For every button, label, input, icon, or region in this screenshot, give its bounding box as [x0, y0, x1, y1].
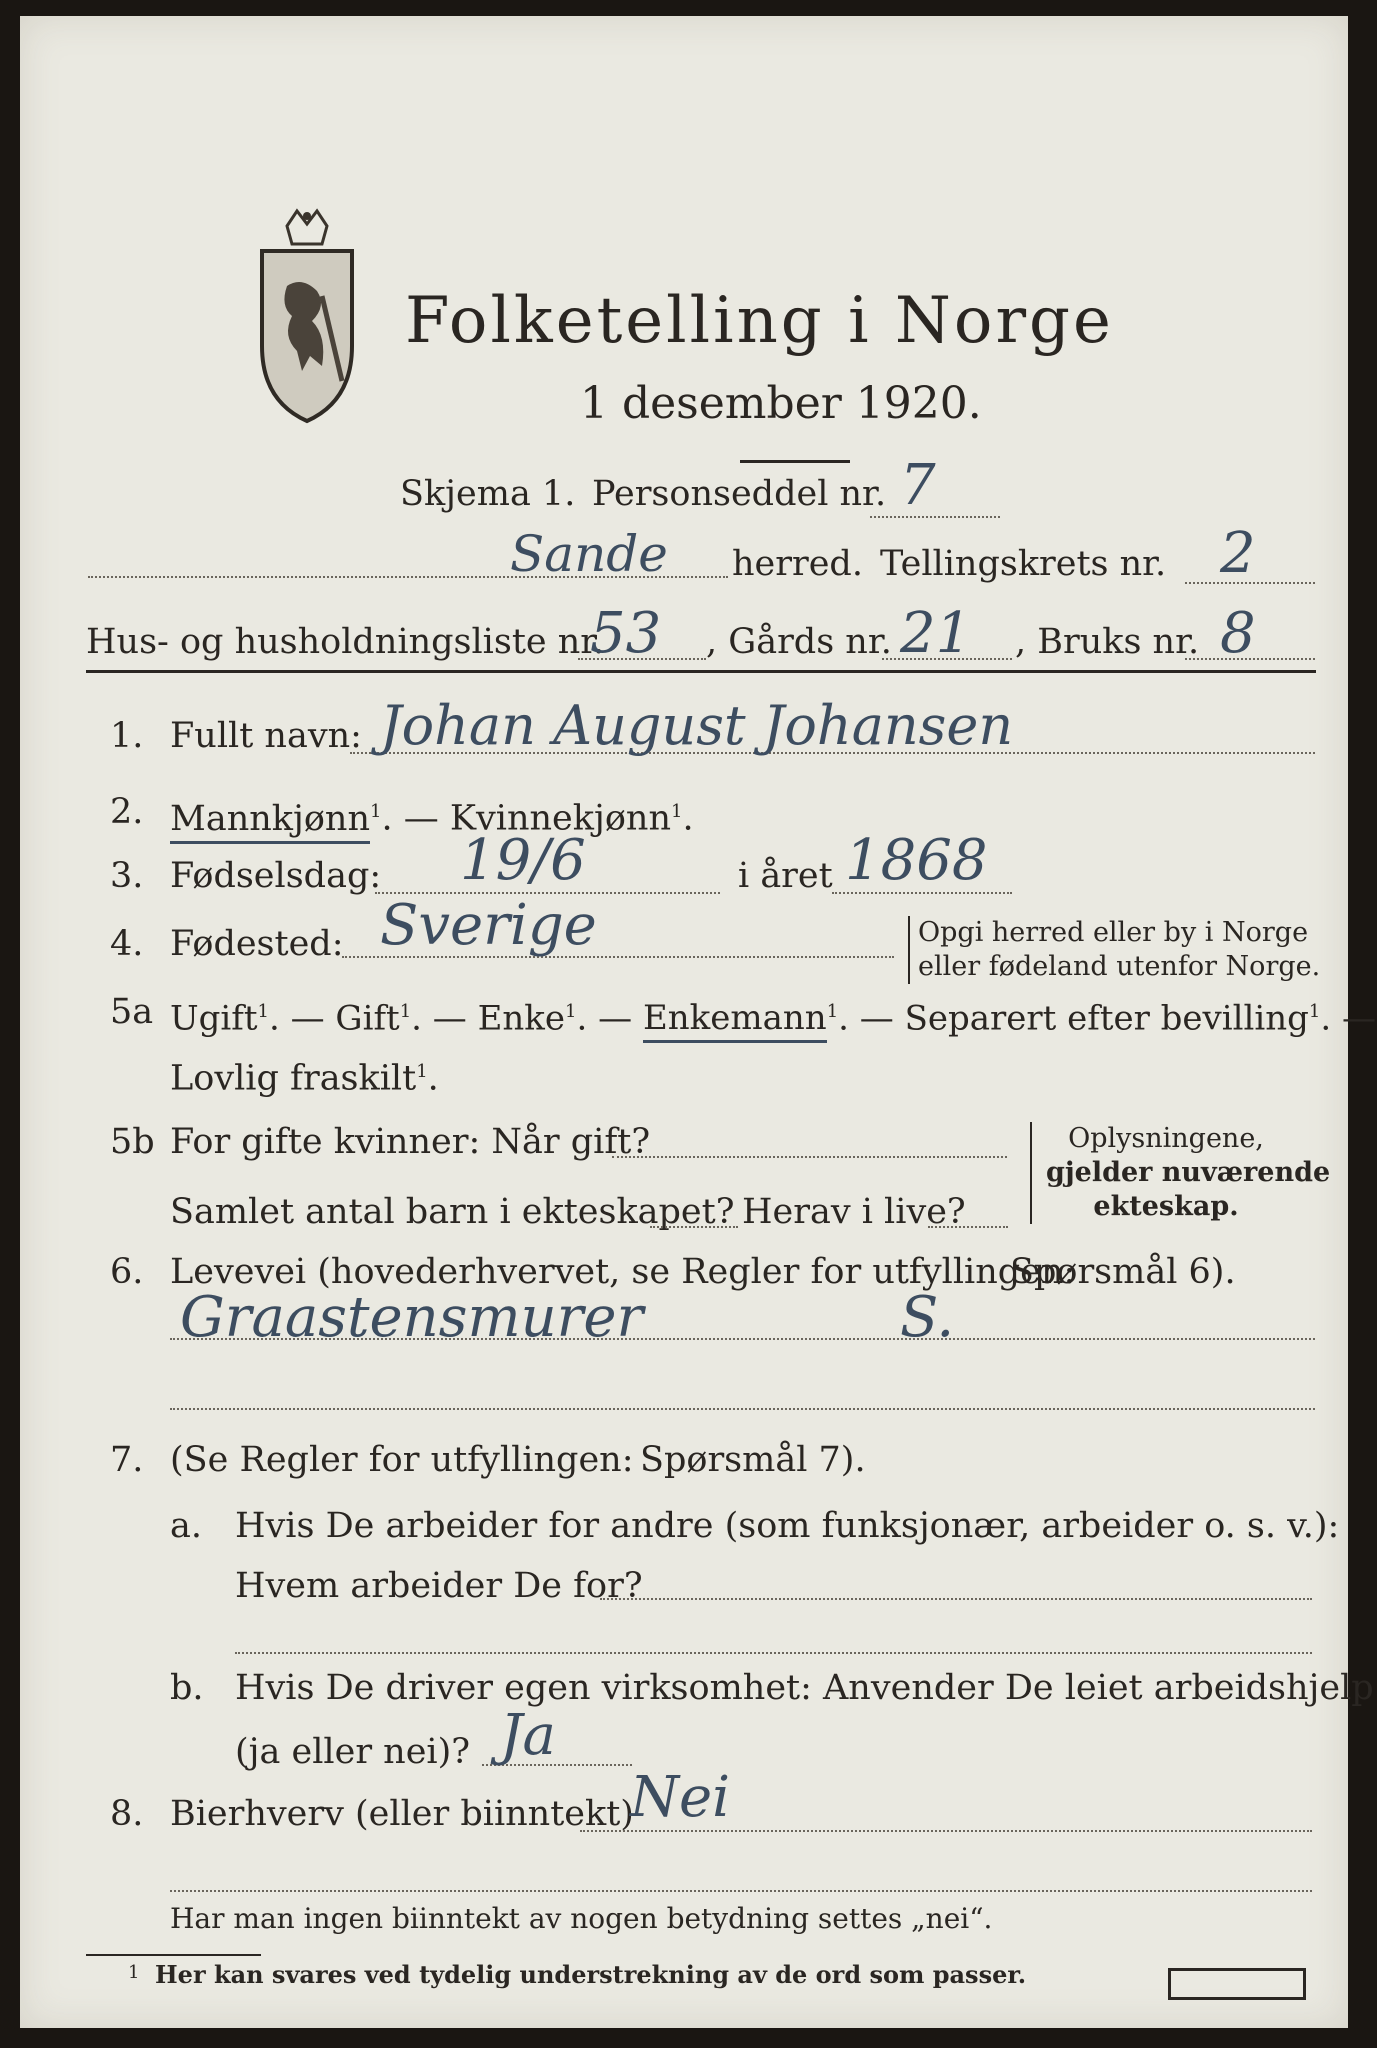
bruks-value: 8	[1220, 601, 1256, 666]
personseddel-label: Personseddel nr.	[592, 474, 887, 514]
option-gift[interactable]: . — Gift	[269, 998, 400, 1039]
option-lovlig-fraskilt-label: Lovlig fraskilt	[170, 1058, 417, 1099]
q7b-letter: b.	[170, 1668, 204, 1708]
footnote-ref: 1	[1308, 1001, 1321, 1022]
footer-note: Har man ingen biinntekt av nogen betydning settes „nei“.	[170, 1902, 993, 1935]
employer-field-2[interactable]	[235, 1652, 1312, 1654]
title-divider	[740, 460, 850, 463]
q5b-number: 5b	[110, 1122, 155, 1162]
separator: . —	[381, 798, 450, 839]
option-separert[interactable]: . — Separert efter bevilling	[838, 998, 1309, 1039]
footnote-text: Her kan svares ved tydelig understrekning av de ord som passer.	[155, 1960, 1027, 1989]
q5b-line1: For gifte kvinner: Når gift?	[170, 1122, 651, 1162]
birthplace-value: Sverige	[380, 893, 597, 958]
q3-number: 3.	[110, 856, 144, 896]
option-enke[interactable]: . — Enke	[411, 998, 566, 1039]
aret-label: i året	[738, 856, 833, 896]
gender-options	[170, 792, 694, 839]
form-title: Folketelling i Norge	[405, 284, 1114, 358]
option-lovlig-fraskilt[interactable]	[170, 1052, 439, 1099]
marriage-note-line2: gjelder nuværende	[1046, 1157, 1331, 1188]
full-name-value: Johan August Johansen	[380, 694, 1014, 757]
census-date: 1 desember 1920.	[580, 378, 982, 429]
marital-options	[170, 992, 1376, 1038]
bruks-label: , Bruks nr.	[1015, 622, 1200, 662]
children-alive-field[interactable]	[928, 1226, 1008, 1228]
footnote-ref: 1	[370, 801, 382, 822]
occupation-value: Graastensmurer	[180, 1285, 644, 1350]
option-enkemann[interactable]: Enkemann	[643, 998, 827, 1043]
q8-number: 8.	[110, 1794, 144, 1834]
footnote-ref: 1	[399, 1001, 412, 1022]
q7-label: (Se Regler for utfyllingen:	[170, 1440, 634, 1480]
q4-label: Fødested:	[170, 924, 344, 964]
birthplace-note-line2: eller fødeland utenfor Norge.	[918, 951, 1321, 982]
q7-number: 7.	[110, 1440, 144, 1480]
herred-label: herred.	[732, 544, 863, 584]
footnote-ref: 1	[257, 1001, 269, 1022]
side-income-value: Nei	[630, 1765, 731, 1830]
q7a-line2: Hvem arbeider De for?	[235, 1566, 643, 1606]
hired-help-value: Ja	[500, 1703, 556, 1768]
footnote-rule	[86, 1954, 261, 1956]
q6-ref: Spørsmål 6).	[1010, 1252, 1236, 1292]
footnote-mark: 1	[128, 1962, 140, 1983]
birthplace-note-line1: Opgi herred eller by i Norge	[918, 917, 1309, 948]
q7a-line1: Hvis De arbeider for andre (som funksjonær, arbeider o. s. v.):	[235, 1506, 1340, 1546]
personseddel-value: 7	[900, 453, 936, 518]
census-form-sheet	[20, 16, 1376, 2028]
footnote-ref: 1	[416, 1061, 428, 1082]
skjema-label: Skjema 1.	[400, 474, 576, 514]
tellingskrets-label: Tellingskrets nr.	[880, 544, 1167, 584]
q7-ref: Spørsmål 7).	[640, 1440, 866, 1480]
occupation-field-2[interactable]	[170, 1408, 1315, 1410]
children-count-field[interactable]	[650, 1226, 738, 1228]
hus-value: 53	[590, 601, 662, 666]
marriage-note-line1: Oplysningene,	[1068, 1123, 1264, 1154]
option-kvinnekjonn[interactable]: Kvinnekjønn	[449, 798, 671, 839]
hus-label: Hus- og husholdningsliste nr.	[86, 622, 605, 662]
birth-year-value: 1868	[845, 828, 988, 893]
footnote-ref: 1	[671, 801, 683, 822]
occupation-value-suffix: S.	[900, 1285, 955, 1350]
q8-label: Bierhverv (eller biinntekt)	[170, 1794, 634, 1834]
q1-label: Fullt navn:	[170, 716, 362, 756]
q6-number: 6.	[110, 1252, 144, 1292]
side-income-field-2[interactable]	[170, 1890, 1312, 1892]
q5a-number: 5a	[110, 992, 154, 1032]
gards-value: 21	[900, 601, 972, 666]
herred-value: Sande	[510, 525, 668, 583]
tellingskrets-value: 2	[1220, 521, 1256, 586]
employer-field[interactable]	[600, 1598, 1312, 1600]
footnote-ref: 1	[565, 1001, 577, 1022]
separator: . —	[576, 998, 643, 1039]
footnote-ref: 1	[826, 1001, 839, 1022]
side-income-field[interactable]	[580, 1830, 1312, 1832]
header-rule	[86, 670, 1316, 673]
separator: .	[682, 798, 694, 839]
option-ugift[interactable]: Ugift	[170, 998, 258, 1039]
marriage-note	[1030, 1122, 1331, 1224]
separator: .	[427, 1058, 439, 1099]
q3-label: Fødselsdag:	[170, 856, 382, 896]
q7b-line2: (ja eller nei)?	[235, 1732, 471, 1772]
married-when-field[interactable]	[612, 1156, 1007, 1158]
q7b-line1: Hvis De driver egen virksomhet: Anvender De leiet arbeidshjelp	[235, 1668, 1374, 1708]
q2-number: 2.	[110, 792, 144, 832]
q6-label: Levevei (hovederhvervet, se Regler for utfyllingen:	[170, 1252, 1076, 1292]
norwegian-coat-of-arms-icon	[242, 206, 372, 426]
separator: . —	[1320, 998, 1376, 1039]
q1-number: 1.	[110, 716, 144, 756]
option-mannkjonn[interactable]: Mannkjønn	[170, 799, 370, 844]
herav-label: Herav i live?	[742, 1192, 966, 1232]
birthplace-note	[908, 916, 1320, 984]
marriage-note-line3: ekteskap.	[1093, 1191, 1239, 1222]
q7a-letter: a.	[170, 1506, 202, 1546]
birthday-value: 19/6	[460, 828, 586, 893]
q5b-line2: Samlet antal barn i ekteskapet?	[170, 1192, 735, 1232]
q4-number: 4.	[110, 924, 144, 964]
printer-stamp	[1168, 1968, 1306, 2000]
gards-label: , Gårds nr.	[706, 622, 892, 662]
